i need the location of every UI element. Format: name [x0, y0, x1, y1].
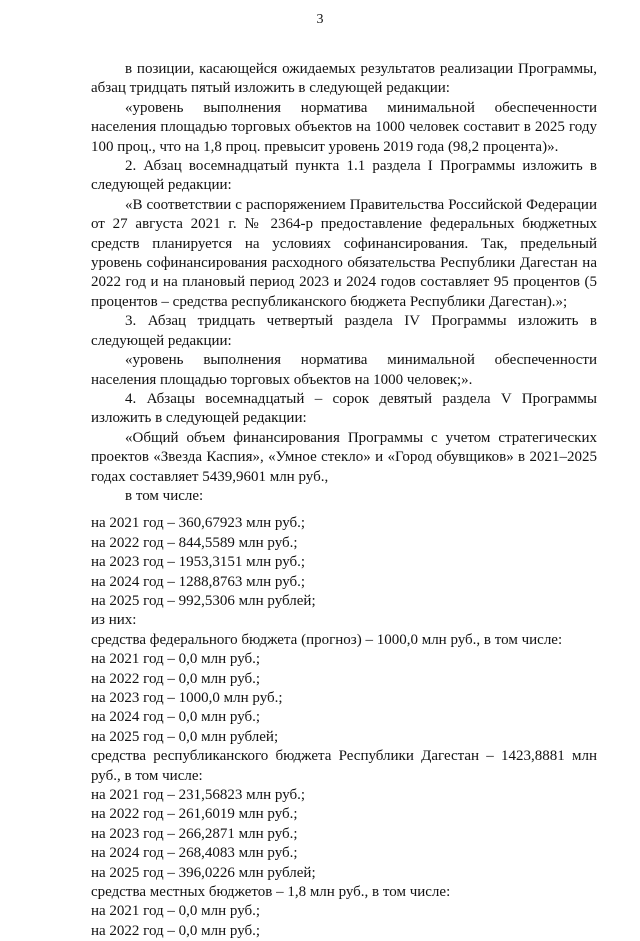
list-item: на 2022 год – 844,5589 млн руб.;: [91, 534, 298, 551]
list-item: на 2023 год – 1953,3151 млн руб.;: [91, 554, 306, 571]
paragraph-quote-4: «Общий объем финансирования Программы с учетом стратегических проектов «Звезда Каспия», «Умное стекло» и «Город обувщиков» в 2021–2025 годах составляет 5439,9601 млн руб.,: [91, 429, 597, 485]
paragraph-intro: в позиции, касающейся ожидаемых результатов реализации Программы, абзац тридцать пятый изложить в следующей редакции:: [91, 61, 597, 97]
paragraph-quote-3: «уровень выполнения норматива минимальной обеспеченности населения площадью торговых объектов на 1000 человек;».: [91, 352, 597, 388]
federal-heading: средства федерального бюджета (прогноз) – 1000,0 млн руб., в том числе:: [91, 631, 563, 648]
republican-years-list: [91, 786, 597, 883]
federal-years-list: [91, 650, 597, 747]
list-item: на 2021 год – 0,0 млн руб.;: [91, 651, 261, 668]
list-item: на 2021 год – 360,67923 млн руб.;: [91, 515, 306, 532]
paragraph-including: в том числе:: [125, 487, 204, 504]
republican-heading: средства республиканского бюджета Республики Дагестан – 1423,8881 млн руб., в том числе:: [91, 748, 597, 784]
paragraph-quote-1: «уровень выполнения норматива минимальной обеспеченности населения площадью торговых объектов на 1000 человек составит в 2025 году 100 проц., что на 1,8 проц. превысит уровень 2019 года (98,2 процента)».: [91, 99, 597, 155]
total-years-list: [91, 514, 597, 611]
list-item: на 2023 год – 266,2871 млн руб.;: [91, 825, 298, 842]
list-item: на 2021 год – 231,56823 млн руб.;: [91, 787, 306, 804]
list-item: на 2024 год – 268,4083 млн руб.;: [91, 845, 298, 862]
page-number: 3: [316, 12, 324, 27]
list-item: на 2023 год – 1000,0 млн руб.;: [91, 690, 283, 706]
list-item: на 2025 год – 0,0 млн рублей;: [91, 728, 279, 745]
document-body: [91, 60, 597, 941]
paragraph-item-4: 4. Абзацы восемнадцатый – сорок девятый раздела V Программы изложить в следующей редакции:: [91, 390, 597, 427]
list-item: на 2022 год – 261,6019 млн руб.;: [91, 806, 298, 823]
list-item: на 2022 год – 0,0 млн руб.;: [91, 670, 261, 687]
local-heading: средства местных бюджетов – 1,8 млн руб., в том числе:: [91, 884, 451, 901]
list-item: на 2025 год – 396,0226 млн рублей;: [91, 864, 316, 881]
paragraph-quote-2: «В соответствии с распоряжением Правительства Российской Федерации от 27 августа 2021 г. № 2364-р предоставление федеральных бюджетных средств планируется на условиях софинансирования. Так, предельный уровень софинансирования расходного обязательства Республики Дагестан на 2022 год и на плановый период 2023 и 2024 годов составляет 95 процентов (5 процентов – средства республиканского бюджета Республики Дагестан).»;: [91, 196, 597, 310]
local-years-list: [91, 902, 597, 941]
list-item: на 2025 год – 992,5306 млн рублей;: [91, 592, 316, 609]
paragraph-item-2: 2. Абзац восемнадцатый пункта 1.1 раздела I Программы изложить в следующей редакции:: [91, 158, 597, 194]
paragraph-item-3: 3. Абзац тридцать четвертый раздела IV Программы изложить в следующей редакции:: [91, 313, 597, 349]
of-them-label: из них:: [91, 612, 137, 629]
list-item: на 2024 год – 0,0 млн руб.;: [91, 709, 261, 726]
list-item: на 2024 год – 1288,8763 млн руб.;: [91, 573, 306, 590]
list-item: на 2021 год – 0,0 млн руб.;: [91, 903, 261, 920]
list-item: на 2022 год – 0,0 млн руб.;: [91, 922, 261, 939]
